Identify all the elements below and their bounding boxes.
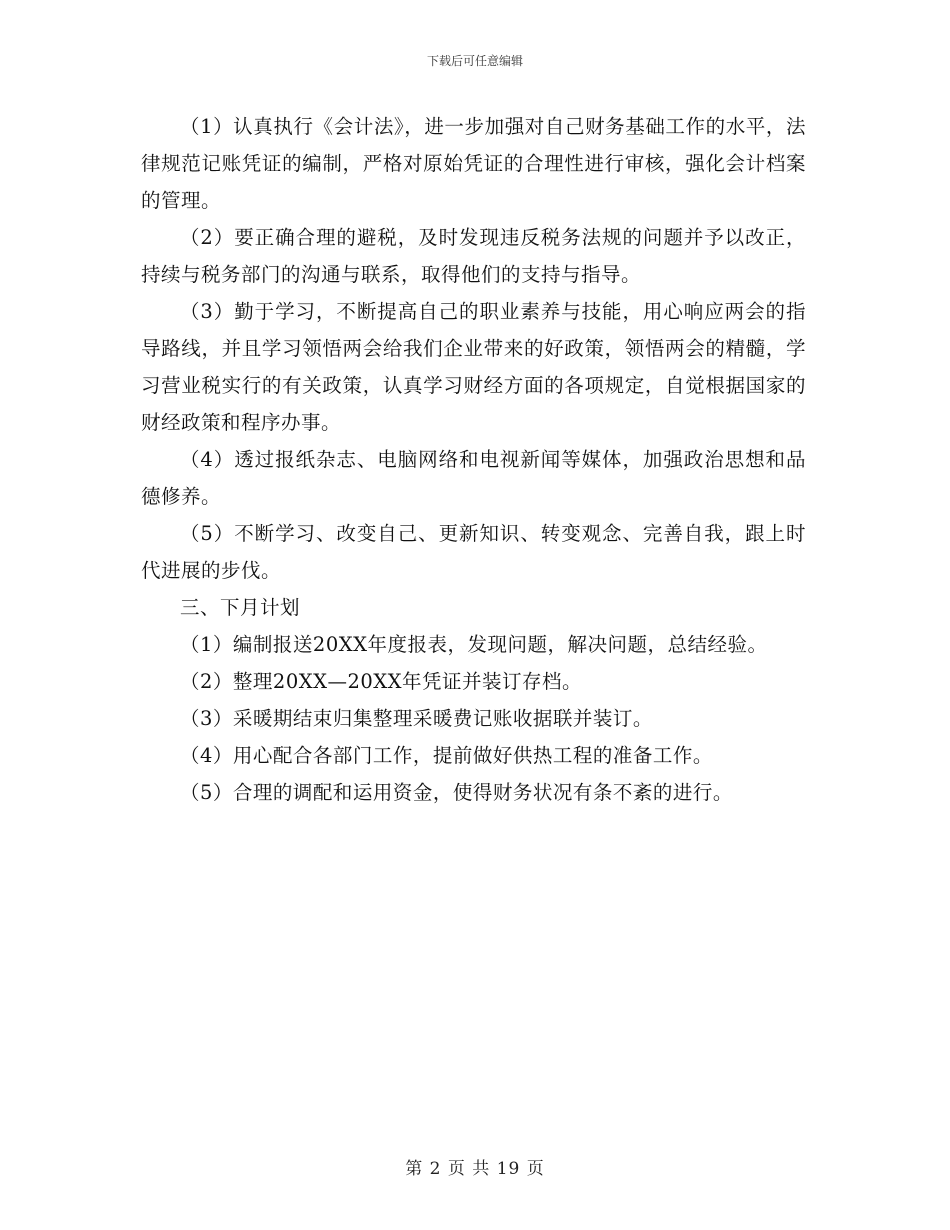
plan-item-1: （1）编制报送20XX年度报表，发现问题，解决问题，总结经验。 [180,633,768,656]
paragraph-4: （4）透过报纸杂志、电脑网络和电视新闻等媒体，加强政治思想和品德修养。 [141,448,806,508]
plan-item-5: （5）合理的调配和运用资金，使得财务状况有条不紊的进行。 [180,781,733,804]
paragraph-1: （1）认真执行《会计法》，进一步加强对自己财务基础工作的水平，法律规范记账凭证的编制，严格对原始凭证的合理性进行审核，强化会计档案的管理。 [141,115,806,212]
page-number-footer: 第 2 页 共 19 页 [405,1159,545,1179]
paragraph-5: （5）不断学习、改变自己、更新知识、转变观念、完善自我，跟上时代进展的步伐。 [141,522,806,582]
paragraph-3: （3）勤于学习，不断提高自己的职业素养与技能，用心响应两会的指导路线，并且学习领悟两会给我们企业带来的好政策，领悟两会的精髓，学习营业税实行的有关政策，认真学习财经方面的各项规定，自觉根据国家的财经政策和程序办事。 [141,300,806,434]
page-header: 下载后可任意编辑 [426,54,523,68]
paragraph-2: （2）要正确合理的避税，及时发现违反税务法规的问题并予以改正，持续与税务部门的沟通与联系，取得他们的支持与指导。 [141,226,806,286]
plan-item-4: （4）用心配合各部门工作，提前做好供热工程的准备工作。 [180,744,713,767]
plan-item-2: （2）整理20XX—20XX年凭证并装订存档。 [180,670,583,693]
section-heading: 三、下月计划 [180,596,301,619]
document-body [141,108,806,811]
plan-item-3: （3）采暖期结束归集整理采暖费记账收据联并装订。 [180,707,653,730]
